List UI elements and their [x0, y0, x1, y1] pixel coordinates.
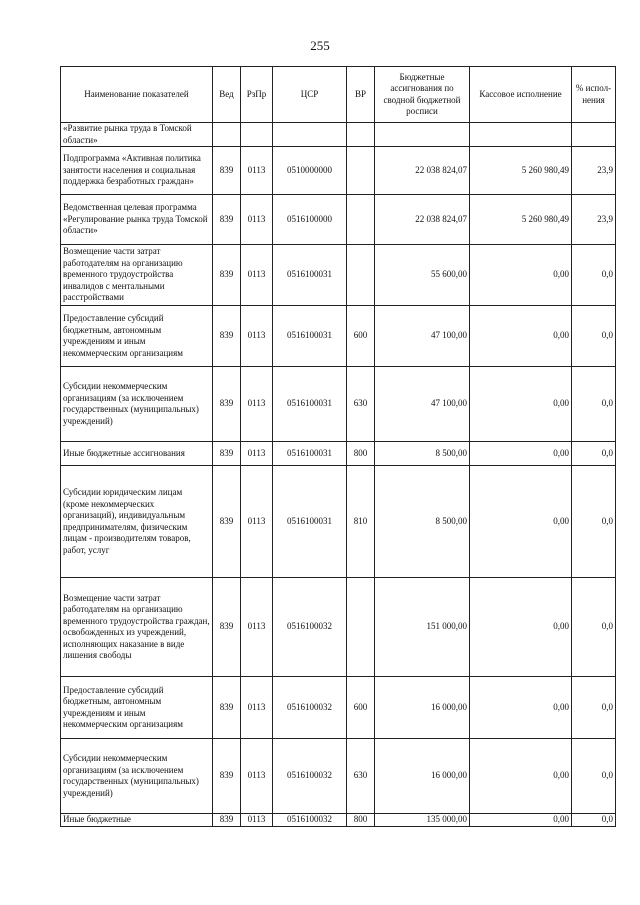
row-ved: 839	[213, 245, 241, 306]
row-ved: 839	[213, 739, 241, 814]
row-name: Субсидии некоммерческим организациям (за исключением государственных (муниципальных) учреждений)	[61, 739, 213, 814]
row-ved: 839	[213, 442, 241, 466]
row-name: Иные бюджетные	[61, 814, 213, 827]
row-rzpr: 0113	[241, 578, 273, 677]
table-row	[61, 578, 616, 677]
header-rzpr: РзПр	[241, 67, 273, 123]
row-vr	[347, 245, 375, 306]
row-vr: 800	[347, 442, 375, 466]
row-percent: 0,0	[572, 442, 616, 466]
row-rzpr: 0113	[241, 147, 273, 195]
row-csr: 0516100031	[273, 367, 347, 442]
row-vr: 800	[347, 814, 375, 827]
row-name: Субсидии некоммерческим организациям (за исключением государственных (муниципальных) учреждений)	[61, 367, 213, 442]
row-name: Ведомственная целевая программа «Регулирование рынка труда Томской области»	[61, 195, 213, 245]
row-budget: 16 000,00	[375, 739, 470, 814]
table-row	[61, 739, 616, 814]
row-percent: 0,0	[572, 466, 616, 578]
row-name: Возмещение части затрат работодателям на организацию временного трудоустройства граждан, освобожденных из учреждений, исполняющих наказание в виде лишения свободы	[61, 578, 213, 677]
row-ved: 839	[213, 578, 241, 677]
row-csr: 0516100000	[273, 195, 347, 245]
row-rzpr: 0113	[241, 245, 273, 306]
row-vr: 600	[347, 677, 375, 739]
row-vr: 630	[347, 367, 375, 442]
table-row	[61, 245, 616, 306]
row-percent: 0,0	[572, 814, 616, 827]
header-cash-execution: Кассовое исполнение	[470, 67, 572, 123]
row-percent: 0,0	[572, 367, 616, 442]
row-cash: 0,00	[470, 814, 572, 827]
header-execution-percent: % испол-нения	[572, 67, 616, 123]
row-vr	[347, 578, 375, 677]
row-budget: 8 500,00	[375, 442, 470, 466]
table-row	[61, 466, 616, 578]
row-rzpr: 0113	[241, 367, 273, 442]
table-header	[61, 67, 616, 123]
header-budget-allocations: Бюджетные ассигнования по сводной бюджетной росписи	[375, 67, 470, 123]
row-name: Субсидии юридическим лицам (кроме некоммерческих организаций), индивидуальным предпринимателям, физическим лицам - производителям товаров, работ, услуг	[61, 466, 213, 578]
row-vr	[347, 123, 375, 147]
row-cash: 0,00	[470, 306, 572, 367]
row-name: Предоставление субсидий бюджетным, автономным учреждениям и иным некоммерческим организациям	[61, 677, 213, 739]
row-percent: 23,9	[572, 147, 616, 195]
row-budget: 151 000,00	[375, 578, 470, 677]
row-cash: 0,00	[470, 466, 572, 578]
row-cash: 0,00	[470, 245, 572, 306]
row-vr: 600	[347, 306, 375, 367]
row-cash: 0,00	[470, 739, 572, 814]
row-csr: 0516100032	[273, 578, 347, 677]
table-row	[61, 367, 616, 442]
row-cash	[470, 123, 572, 147]
row-budget: 22 038 824,07	[375, 147, 470, 195]
header-csr: ЦСР	[273, 67, 347, 123]
table-row	[61, 147, 616, 195]
header-indicator-name: Наименование показателей	[61, 67, 213, 123]
table-row	[61, 442, 616, 466]
row-name: Предоставление субсидий бюджетным, автономным учреждениям и иным некоммерческим организациям	[61, 306, 213, 367]
row-rzpr	[241, 123, 273, 147]
row-csr	[273, 123, 347, 147]
row-cash: 0,00	[470, 578, 572, 677]
row-percent: 0,0	[572, 578, 616, 677]
row-vr: 630	[347, 739, 375, 814]
row-ved: 839	[213, 814, 241, 827]
row-budget: 16 000,00	[375, 677, 470, 739]
row-rzpr: 0113	[241, 195, 273, 245]
row-rzpr: 0113	[241, 442, 273, 466]
row-csr: 0516100031	[273, 245, 347, 306]
row-name: «Развитие рынка труда в Томской области»	[61, 123, 213, 147]
row-cash: 5 260 980,49	[470, 147, 572, 195]
row-csr: 0516100032	[273, 677, 347, 739]
header-vr: ВР	[347, 67, 375, 123]
row-ved: 839	[213, 147, 241, 195]
row-name: Возмещение части затрат работодателям на организацию временного трудоустройства инвалидов с ментальными расстройствами	[61, 245, 213, 306]
row-budget: 22 038 824,07	[375, 195, 470, 245]
row-percent: 23,9	[572, 195, 616, 245]
row-rzpr: 0113	[241, 306, 273, 367]
row-rzpr: 0113	[241, 466, 273, 578]
row-ved: 839	[213, 677, 241, 739]
row-csr: 0516100031	[273, 306, 347, 367]
row-csr: 0516100031	[273, 466, 347, 578]
row-csr: 0516100032	[273, 739, 347, 814]
row-budget: 8 500,00	[375, 466, 470, 578]
row-cash: 0,00	[470, 442, 572, 466]
row-rzpr: 0113	[241, 739, 273, 814]
row-ved	[213, 123, 241, 147]
table-body	[61, 123, 616, 827]
row-csr: 0516100031	[273, 442, 347, 466]
table-row	[61, 195, 616, 245]
row-percent: 0,0	[572, 739, 616, 814]
row-budget: 135 000,00	[375, 814, 470, 827]
row-cash: 0,00	[470, 677, 572, 739]
row-name: Подпрограмма «Активная политика занятости населения и социальная поддержка безработных граждан»	[61, 147, 213, 195]
row-budget: 47 100,00	[375, 367, 470, 442]
row-percent: 0,0	[572, 677, 616, 739]
header-ved: Вед	[213, 67, 241, 123]
row-rzpr: 0113	[241, 677, 273, 739]
row-rzpr: 0113	[241, 814, 273, 827]
row-cash: 0,00	[470, 367, 572, 442]
row-vr	[347, 195, 375, 245]
table-row	[61, 123, 616, 147]
row-budget: 55 600,00	[375, 245, 470, 306]
page-number: 255	[310, 38, 330, 53]
table-row	[61, 677, 616, 739]
row-cash: 5 260 980,49	[470, 195, 572, 245]
row-percent: 0,0	[572, 306, 616, 367]
table-row	[61, 306, 616, 367]
row-percent	[572, 123, 616, 147]
row-name: Иные бюджетные ассигнования	[61, 442, 213, 466]
row-budget	[375, 123, 470, 147]
table-row	[61, 814, 616, 827]
row-vr	[347, 147, 375, 195]
row-ved: 839	[213, 195, 241, 245]
header-row	[61, 67, 616, 123]
budget-table	[60, 66, 616, 827]
row-budget: 47 100,00	[375, 306, 470, 367]
row-ved: 839	[213, 306, 241, 367]
row-csr: 0516100032	[273, 814, 347, 827]
row-percent: 0,0	[572, 245, 616, 306]
row-vr: 810	[347, 466, 375, 578]
row-ved: 839	[213, 367, 241, 442]
row-ved: 839	[213, 466, 241, 578]
row-csr: 0510000000	[273, 147, 347, 195]
